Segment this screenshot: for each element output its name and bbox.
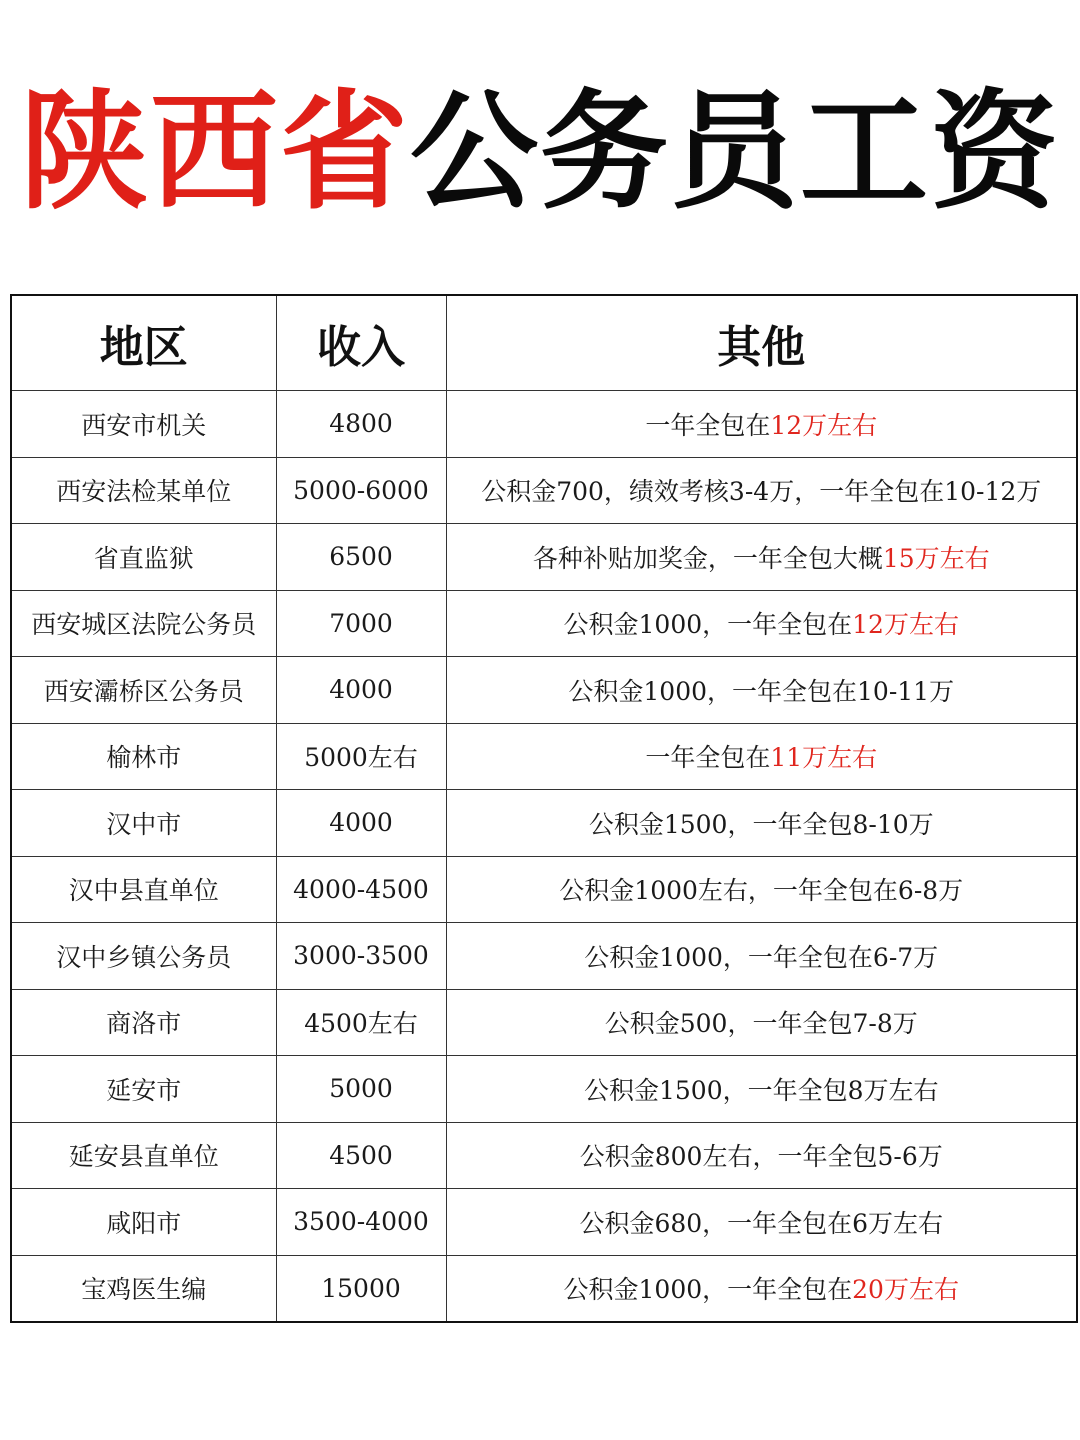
- other-text: 一年全包在: [645, 410, 771, 440]
- table-row: [11, 1189, 1077, 1256]
- cell-income: 3500-4000: [276, 1189, 446, 1256]
- cell-other: [446, 1056, 1077, 1123]
- other-text: 公积金1000，一年全包在10-11万: [568, 676, 955, 706]
- cell-region: 宝鸡医生编: [11, 1255, 276, 1322]
- cell-region: 商洛市: [11, 989, 276, 1056]
- cell-other: [446, 856, 1077, 923]
- cell-region: 西安法检某单位: [11, 457, 276, 524]
- table-row: [11, 457, 1077, 524]
- header-other: 其他: [446, 295, 1077, 391]
- table-row: [11, 590, 1077, 657]
- cell-income: 4000: [276, 657, 446, 724]
- table-row: [11, 1122, 1077, 1189]
- other-highlight: 15万左右: [882, 543, 990, 573]
- other-text: 一年全包在: [645, 743, 771, 773]
- cell-income: 7000: [276, 590, 446, 657]
- table-row: [11, 856, 1077, 923]
- cell-other: [446, 1189, 1077, 1256]
- other-text: 公积金1500，一年全包8万左右: [583, 1075, 939, 1105]
- other-highlight: 12万左右: [852, 610, 959, 640]
- cell-region: 延安市: [11, 1056, 276, 1123]
- cell-other: [446, 590, 1077, 657]
- table-row: [11, 391, 1077, 458]
- cell-other: [446, 723, 1077, 790]
- cell-other: [446, 790, 1077, 857]
- cell-income: 5000-6000: [276, 457, 446, 524]
- other-highlight: 11万左右: [770, 743, 878, 773]
- cell-region: 西安市机关: [11, 391, 276, 458]
- cell-income: 4500: [276, 1122, 446, 1189]
- other-text: 公积金700，绩效考核3-4万，一年全包在10-12万: [481, 477, 1042, 507]
- other-text: 公积金500，一年全包7-8万: [604, 1009, 918, 1039]
- table-row: [11, 723, 1077, 790]
- cell-other: [446, 1122, 1077, 1189]
- other-text: 公积金1000，一年全包在: [563, 610, 853, 640]
- cell-income: 15000: [276, 1255, 446, 1322]
- other-highlight: 20万左右: [852, 1275, 959, 1305]
- page-title: [0, 78, 1080, 228]
- cell-income: 4800: [276, 391, 446, 458]
- table-row: [11, 790, 1077, 857]
- cell-region: 省直监狱: [11, 524, 276, 591]
- cell-other: [446, 1255, 1077, 1322]
- cell-income: 3000-3500: [276, 923, 446, 990]
- other-text: 公积金800左右，一年全包5-6万: [579, 1142, 943, 1172]
- cell-other: [446, 524, 1077, 591]
- table-row: [11, 1255, 1077, 1322]
- other-text: 公积金680，一年全包在6万左右: [579, 1208, 944, 1238]
- table-row: [11, 524, 1077, 591]
- title-province: 陕西省: [19, 78, 410, 227]
- table-row: [11, 1056, 1077, 1123]
- cell-region: 汉中县直单位: [11, 856, 276, 923]
- cell-region: 汉中乡镇公务员: [11, 923, 276, 990]
- salary-table: [10, 294, 1078, 1323]
- cell-income: 4000-4500: [276, 856, 446, 923]
- cell-income: 5000左右: [276, 723, 446, 790]
- other-text: 公积金1000左右，一年全包在6-8万: [559, 876, 964, 906]
- cell-region: 延安县直单位: [11, 1122, 276, 1189]
- cell-region: 西安灞桥区公务员: [11, 657, 276, 724]
- cell-other: [446, 989, 1077, 1056]
- cell-region: 西安城区法院公务员: [11, 590, 276, 657]
- cell-income: 6500: [276, 524, 446, 591]
- cell-income: 5000: [276, 1056, 446, 1123]
- other-text: 公积金1000，一年全包在6-7万: [584, 942, 939, 972]
- other-text: 公积金1000，一年全包在: [563, 1275, 853, 1305]
- cell-region: 榆林市: [11, 723, 276, 790]
- table-row: [11, 923, 1077, 990]
- cell-region: 咸阳市: [11, 1189, 276, 1256]
- other-highlight: 12万左右: [770, 410, 878, 440]
- cell-other: [446, 657, 1077, 724]
- cell-income: 4500左右: [276, 989, 446, 1056]
- title-subject: 公务员工资: [410, 78, 1061, 227]
- cell-income: 4000: [276, 790, 446, 857]
- header-region: 地区: [11, 295, 276, 391]
- header-income: 收入: [276, 295, 446, 391]
- table-row: [11, 989, 1077, 1056]
- cell-other: [446, 391, 1077, 458]
- cell-other: [446, 457, 1077, 524]
- other-text: 各种补贴加奖金，一年全包大概: [532, 543, 883, 573]
- other-text: 公积金1500，一年全包8-10万: [588, 809, 934, 839]
- table-row: [11, 657, 1077, 724]
- table-header-row: [11, 295, 1077, 391]
- cell-region: 汉中市: [11, 790, 276, 857]
- cell-other: [446, 923, 1077, 990]
